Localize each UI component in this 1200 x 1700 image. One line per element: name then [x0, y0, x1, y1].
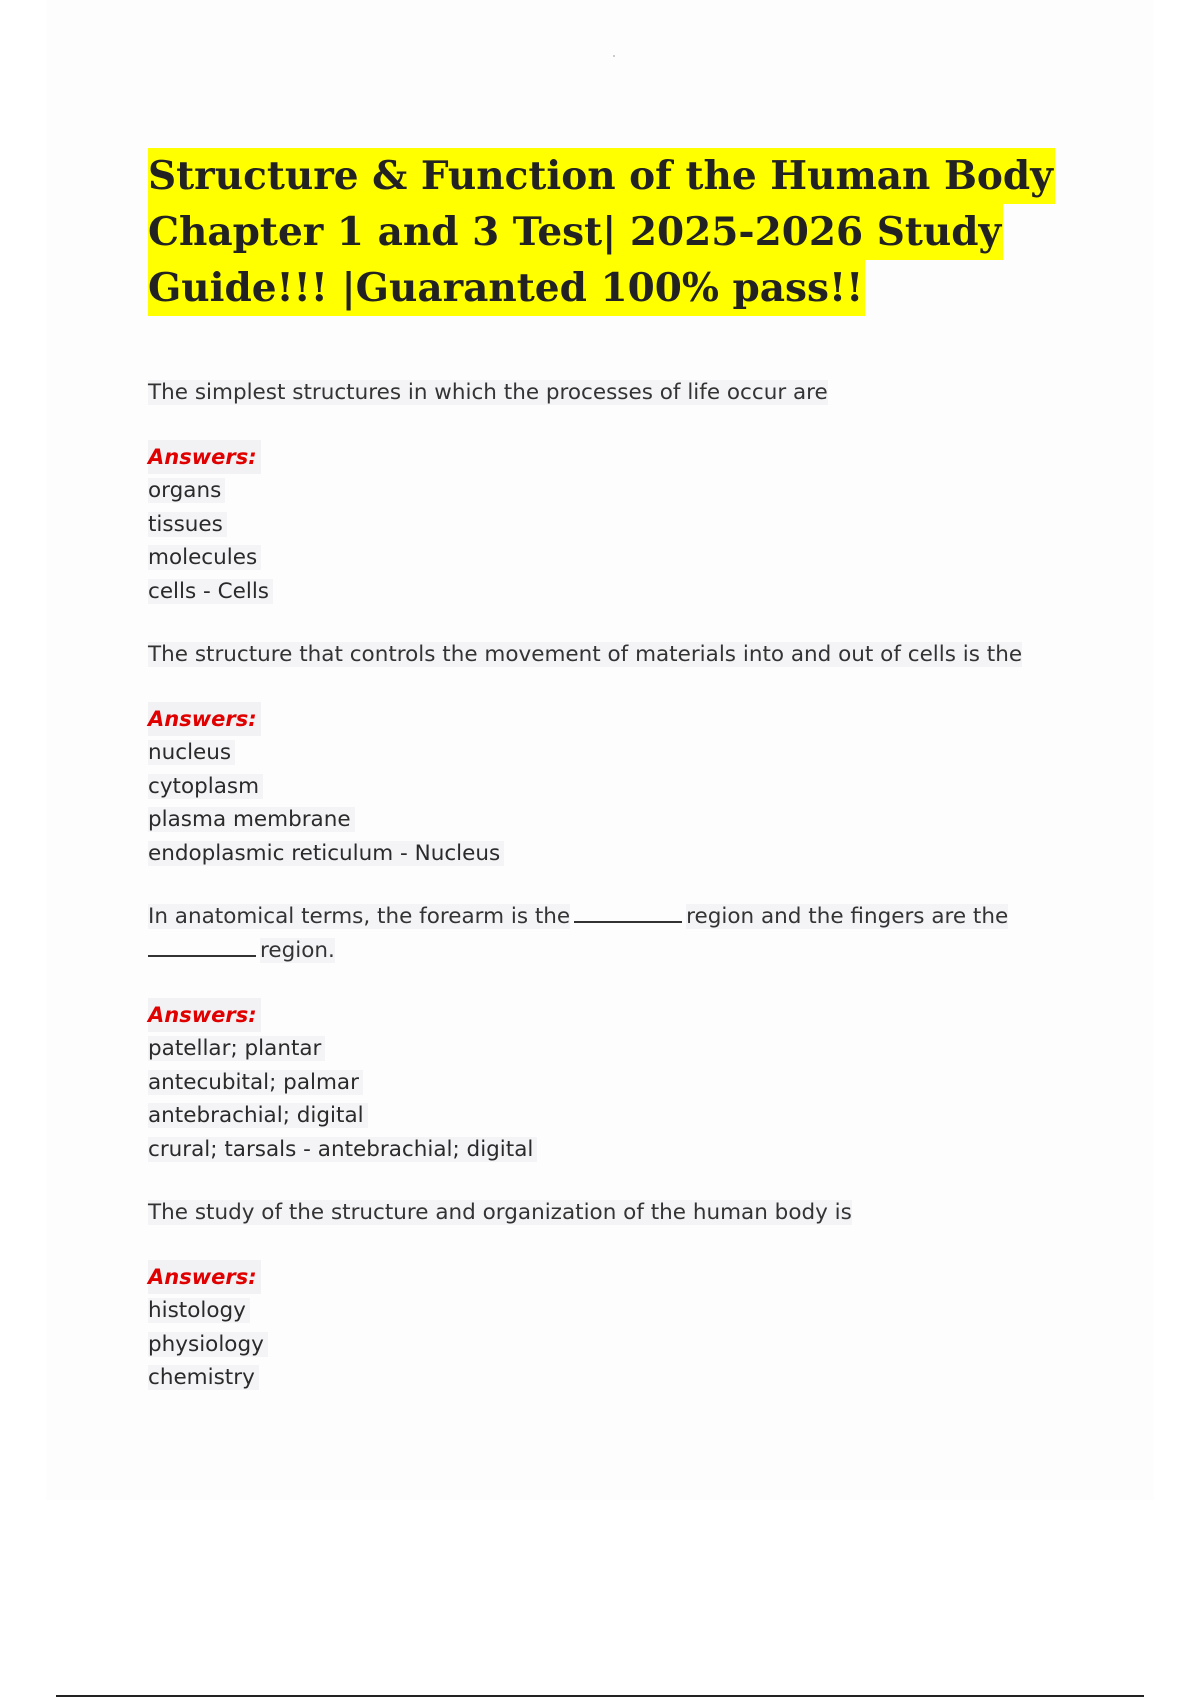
fill-in-blank — [574, 901, 682, 923]
question-block-1 — [148, 376, 1108, 608]
answer-option: endoplasmic reticulum - Nucleus — [148, 837, 1108, 871]
question-text-highlight: The simplest structures in which the processes of life occur are — [148, 380, 828, 405]
page-speck — [613, 55, 615, 57]
answer-option: plasma membrane — [148, 803, 1108, 837]
answer-option: organs — [148, 474, 1108, 508]
answer-option: nucleus — [148, 736, 1108, 770]
answer-option: antebrachial; digital — [148, 1099, 1108, 1133]
title-line-3: Guide!!! |Guaranted 100% pass!! — [148, 260, 865, 316]
answer-option: histology — [148, 1294, 1108, 1328]
answer-option: chemistry — [148, 1361, 1108, 1395]
title-line-1: Structure & Function of the Human Body — [148, 148, 1055, 204]
answer-option: molecules — [148, 541, 1108, 575]
question-text-part: In anatomical terms, the forearm is the — [148, 904, 571, 929]
answers-label: Answers: — [148, 998, 261, 1032]
answers-label: Answers: — [148, 1260, 261, 1294]
answer-option: cytoplasm — [148, 770, 1108, 804]
question-text-highlight: The study of the structure and organization of the human body is — [148, 1200, 852, 1225]
question-text-highlight: The structure that controls the movement of materials into and out of cells is the — [148, 642, 1023, 667]
document-content — [148, 148, 1108, 1395]
footer-rule — [56, 1695, 1144, 1697]
answer-option: cells - Cells — [148, 575, 1108, 609]
question-text-part: region and the fingers are the — [686, 904, 1009, 929]
question-text — [148, 638, 1108, 672]
document-title — [148, 148, 1108, 316]
answer-option: physiology — [148, 1328, 1108, 1362]
question-text — [148, 900, 1108, 968]
title-line-2: Chapter 1 and 3 Test| 2025-2026 Study — [148, 204, 1003, 260]
question-text — [148, 1196, 1108, 1230]
answers-label: Answers: — [148, 702, 261, 736]
answer-option: crural; tarsals - antebrachial; digital — [148, 1133, 1108, 1167]
question-text — [148, 376, 1108, 410]
question-block-4 — [148, 1196, 1108, 1395]
answer-option: tissues — [148, 508, 1108, 542]
question-block-3 — [148, 900, 1108, 1166]
fill-in-blank — [148, 935, 256, 957]
answer-option: patellar; plantar — [148, 1032, 1108, 1066]
question-text-part: region. — [260, 938, 335, 963]
answers-label: Answers: — [148, 440, 261, 474]
answer-option: antecubital; palmar — [148, 1066, 1108, 1100]
question-block-2 — [148, 638, 1108, 870]
